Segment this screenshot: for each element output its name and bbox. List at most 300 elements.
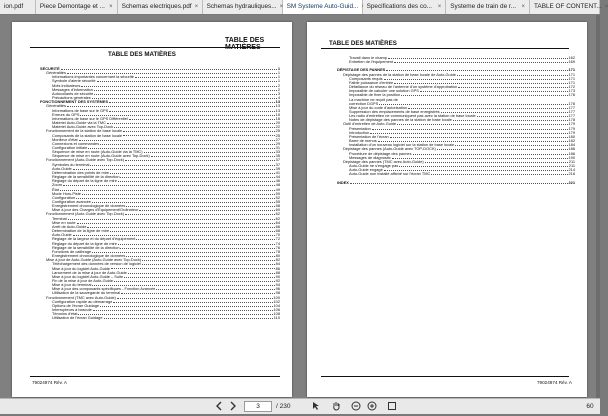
tab-0[interactable] [0,0,36,14]
toc-entry-page: 177 [568,104,575,110]
toc-entry-page: 2 [277,82,280,88]
toc-entry-page: 37 [275,157,280,163]
toc-entry-title: Détermination de la ligne de mire [52,228,110,234]
toc-entry-page: 171 [568,79,575,85]
dot-leader [67,104,275,107]
dot-leader [110,171,275,174]
toc-entry-title: Utilisation de la sauvegarde du terminal [52,290,121,296]
toc-entry-page: 35 [275,153,280,159]
toc-entry-page: 13 [275,103,280,109]
dot-leader [350,181,568,184]
toc-entry-title: Auto-Guide [52,232,72,238]
toc-entry[interactable] [337,181,575,185]
dot-leader [107,121,275,124]
dot-leader [123,129,275,132]
toc-entry-page: 33 [275,149,280,155]
zoom-in-icon[interactable] [366,401,378,413]
toc-entry-page: 66 [275,223,280,229]
dot-leader [437,147,568,150]
dot-leader [399,164,568,167]
toc-entry-page: 104 [273,302,280,308]
toc-entry-title: Travail dans le champ [349,55,387,60]
dot-leader [128,271,275,274]
toc-title: TABLE DES MATIÈRES [108,51,176,58]
close-icon[interactable]: × [521,4,525,10]
toc-entry-title: État [52,186,59,192]
toc-entry-title: Réglage de la sensibilité de la direction [52,174,120,180]
dot-leader [79,138,275,141]
toc-entry-title: Précautions générales [52,95,91,101]
bottom-toolbar [0,398,600,414]
toc-entry-page: 169 [568,59,575,65]
dot-leader [90,163,274,166]
toc-entry-title: Mise à jour des composants spécifiques - Fonction Avancée [52,286,156,292]
toc-entry-page: 29 [275,140,280,146]
dot-leader [117,296,273,299]
toc-entry-page: 44 [275,174,280,180]
toc-entry-page: 86 [275,265,280,271]
dot-leader [82,192,275,195]
dot-leader [63,183,275,186]
toc-list-right [337,56,575,185]
dot-leader [126,254,274,257]
toc-entry-title: Mise à jour de Auto-Guide (Auto-Guide avec Top-Dock) [46,257,142,263]
toc-entry-page: 64 [275,219,280,225]
tab-label: Piece Demontage et ... [39,3,105,10]
dot-leader [425,160,568,163]
dot-leader [386,68,567,71]
close-icon[interactable]: × [604,4,608,10]
toc-entry-page: 171 [568,71,575,77]
toc-entry-title: SÉCURITÉ [40,66,60,71]
toc-entry-page: 98 [275,290,280,296]
dot-leader [144,150,275,153]
toc-entry-title: Enregistrement chronologique de données [52,203,126,209]
toc-entry-title: Zoom [52,182,62,188]
toc-entry-title: Fin de la mise à jour de Auto-Guide [52,277,113,283]
arrow-right-icon[interactable] [228,401,238,413]
toc-entry-page: 62 [275,211,280,217]
toc-entry-page: 39 [275,165,280,171]
toc-entry-title: Fonctionnement (Auto-Guide avec Top-Dock) [46,157,124,163]
footer-rule [30,376,280,377]
dot-leader [384,77,568,80]
dot-leader [111,267,275,270]
tab-6[interactable] [446,0,530,14]
toc-entry-page: 31 [275,144,280,150]
dot-leader [118,179,275,182]
toc-entry-page: 106 [273,307,280,313]
toc-entry-title: Présentation de l'écran [349,133,389,139]
scrollbar[interactable] [596,15,600,398]
header-rule [321,48,569,49]
dot-leader [118,242,275,245]
tab-label: TABLE OF CONTENT... [534,3,602,10]
toc-entry-title: Généralités [46,70,66,76]
dot-leader [151,154,275,157]
pdf-page-right [307,22,587,397]
dot-leader [135,75,277,78]
toc-entry-page: 74 [275,240,280,246]
toc-entry-title: Lancement de la mise à jour de Auto-Guide [52,269,127,275]
toc-entry-title: Réglage du départ de la ligne de mire [52,240,117,246]
dot-leader [68,217,275,220]
tab-2[interactable] [118,0,203,14]
toc-entry-title: Utilisation de l'écran Guidage [52,315,103,321]
dot-leader [397,122,567,125]
toc-entry-page: 70 [275,232,280,238]
toc-entry-page: 3 [277,90,280,96]
toc-entry-page: 46 [275,178,280,184]
toc-entry-page: 162 [568,55,575,60]
toc-entry-title: Terminal [52,215,67,221]
toc-entry-page: 216 [568,171,575,177]
toc-entry-page: 25 [275,132,280,138]
toc-entry-title: Procédure de dépistage des pannes [349,150,412,156]
dot-leader [77,221,275,224]
toc-entry-page: 1 [277,66,280,71]
tab-3[interactable] [203,0,283,14]
toc-entry-page: 177 [568,109,575,115]
toc-entry-page: 27 [275,136,280,142]
toc-entry-title: La machine ne reçoit pas de [349,96,398,102]
toc-entry-title: Téléchargement des données de version de logiciel [52,261,141,267]
toc-entry-title: Matériel Auto-Guide avec Top-Dock [52,124,114,130]
toc-entry-page: 84 [275,261,280,267]
toc-entry-title: Auto-Guide non installé affiché sur l'écran TMC [349,171,431,177]
dot-leader [413,152,568,155]
toc-entry-title: Présentation [349,125,371,131]
pdf-page-left [12,22,292,397]
toc-entry-title: Informations de base sur le GPS [52,107,109,113]
dot-leader [136,237,274,240]
toc-entry-title: Détermination des points de mire [52,169,110,175]
toc-entry-title: Configuration [52,194,76,200]
toc-entry-title: Faible puissance d'entrée [349,79,394,85]
dot-leader [78,312,272,315]
toc-entry-page: 102 [273,298,280,304]
dot-leader [477,114,568,117]
toc-entry-title: Notes de dépistage des pannes de la station de base locale [349,117,452,123]
toc-entry-title: Mise à jour du code d'autorisation [349,104,408,110]
dot-leader [93,308,273,311]
toc-entry-title: Composants de la station de base locale [52,132,123,138]
toc-entry-title: Dépistage des pannes de la station de base locale de Auto-Guide [343,71,456,77]
toc-entry-page: 179 [568,125,575,131]
toc-entry[interactable] [40,316,280,320]
dot-leader [142,262,275,265]
toc-entry-title: Informations de base sur le GPS Différentiel [52,115,128,121]
tab-5[interactable] [363,0,447,14]
zoom-out-icon[interactable] [350,401,362,413]
toc-entry-title: Symbole d'alerte sécurité [52,78,96,84]
close-icon[interactable]: × [109,4,113,10]
toc-entry-title: Fonctionnement (TMC avec Auto-Guide) [46,294,116,300]
toc-title: TABLE DES MATIÈRES [329,40,397,47]
toc-entry-title: Mise à jour des Charges d'Équipement/Ordinateur [52,207,139,213]
toc-entry-page: 50 [275,190,280,196]
toc-entry-title: Symboles du terminal [52,161,90,167]
dot-leader [123,134,275,137]
toc-entry-page: 184 [568,142,575,148]
toc-entry-page: 171 [568,75,575,81]
dot-leader [156,287,274,290]
toc-entry-page: 171 [568,67,575,73]
toc-entry-page: 172 [568,84,575,90]
dot-leader [76,196,275,199]
toc-entry-page: 179 [568,129,575,135]
toc-entry-page: 186 [568,146,575,152]
toc-entry-title: Entretien de l'équipement [349,59,394,65]
toc-entry-title: Composants requis [349,75,383,81]
tab-label: ion.pdf [4,3,24,10]
toc-entry-page: 100 [273,294,280,300]
toc-entry-page: 186 [568,150,575,156]
dot-leader [104,316,273,319]
document-viewer[interactable] [0,15,600,398]
close-icon[interactable]: × [437,4,442,10]
toc-entry-title: Réglage de la largeur et du départ d'équipement [52,236,136,242]
toc-entry-title: Mise à jour du logiciel Auto-Guide – Suite [52,273,124,279]
toc-entry-title: Introduction [349,129,370,135]
toc-entry-title: Installation d'un nouveau logiciel sur la station de base locale [349,142,455,148]
toc-entry-page: 110 [273,315,280,321]
dot-leader [114,125,275,128]
toc-entry-title: Auto-Guide ne s'engage pas [349,163,399,169]
page-footer: 79024974 Rév. A [32,380,67,385]
toc-entry-page: 58 [275,203,280,209]
dot-leader [114,279,275,282]
toc-entry-title: Dépistage des pannes (Auto-Guide avec TOP-DOCK) [343,146,436,152]
dot-leader [457,73,568,76]
toc-entry-page: 25 [275,128,280,134]
page-footer: 79024974 Rév. A [537,380,572,385]
toc-entry-title: Réglage de la sensibilité de la direction [52,244,120,250]
toc-entry-title: Enregistrement chronologique de données [52,253,126,259]
dot-leader [125,212,275,215]
toc-entry-title: Messages de diagnostic [349,154,391,160]
toc-entry-page: 2 [277,86,280,92]
dot-leader [126,204,274,207]
toc-entry-title: Auto-Guide [52,165,72,171]
toc-entry-title: Autocollants de sécurité [52,90,94,96]
toc-entry-page: 96 [275,286,280,292]
toc-entry-page: 41 [275,169,280,175]
toc-entry-page: 37 [275,161,280,167]
dot-leader [109,109,274,112]
toc-entry-page: 1 [277,70,280,76]
dot-leader [431,172,567,175]
toc-entry-title: FONCTIONNEMENT DES SYSTÈMES [40,99,109,105]
toc-entry-title: INDEX [337,179,349,185]
toc-entry-title: Informations importantes concernant la sécurité [52,74,134,80]
dot-leader [453,118,568,121]
dot-leader [372,127,568,130]
toc-entry-title: Séquence de mise en route (Auto-Guide avec Top-Dock) [52,153,150,159]
toc-entry-title: Auto-Guide engagé [349,167,383,173]
dot-leader [92,96,277,99]
toc-entry-title: Barre de menus [349,138,377,144]
toc-entry-title: Configuration avancée [52,199,91,204]
zoom-level[interactable]: 60 [586,403,594,410]
page-number-input[interactable]: 3 [244,401,272,412]
toc-entry-title: Mots indicateurs [52,82,81,88]
footer-rule [321,376,569,377]
toc-entry-page: 1 [277,78,280,84]
toc-entry-page: 13 [275,107,280,113]
dot-leader [124,275,275,278]
dot-leader [94,88,277,91]
arrow-left-icon[interactable] [214,401,224,413]
toc-entry-page: 82 [275,257,280,263]
dot-leader [109,100,275,103]
dot-leader [113,300,272,303]
dot-leader [100,142,275,145]
toc-entry-title: Généralités [46,103,66,109]
toc-entry-title: Mise à jour du logiciel Auto-Guide [52,265,110,271]
tab-4[interactable] [283,0,363,14]
toc-entry-title: correction DGPS [349,100,379,106]
toc-entry-page: 22 [275,124,280,130]
dot-leader [121,291,275,294]
toc-entry-page: 15 [275,111,280,117]
toc-entry-title: Témoins d'état [52,311,78,317]
toc-entry-page: 182 [568,138,575,144]
toc-entry-title: Impossible de fixer la position [349,92,401,98]
toc-entry-title: Configuration rapide au démarrage [52,298,113,304]
toc-entry-title: Fonctions de calibrage [52,248,92,254]
toc-entry-page: 13 [275,99,280,105]
toc-entry-title: Réglage du départ de la ligne de mire [52,178,117,184]
toc-entry-page: 90 [275,273,280,279]
dot-leader [458,85,567,88]
dot-leader [97,79,277,82]
toc-entry-page: 4 [277,95,280,101]
toc-entry-page: 92 [275,277,280,283]
toc-entry-page: 177 [568,113,575,119]
toc-entry-page: 176 [568,100,575,106]
hand-tool-icon[interactable] [330,401,342,413]
toc-entry-page: 214 [568,167,575,173]
toc-entry-page: 176 [568,92,575,98]
tab-label: Systeme de train de r... [450,3,517,10]
dot-leader [390,135,568,138]
toc-entry-title: Séquence de mise en route (Auto-Guide via la TMC) [52,149,143,155]
tab-label: Specifications des co... [366,3,432,10]
tab-label: SM Systeme Auto-Guid... [286,3,359,10]
dot-leader [125,158,275,161]
toc-entry-title: Mise à jour du terminal [52,282,92,288]
toc-entry-title: Les radio d'entretien ne communiquent pas avec la station de base locale [349,113,476,119]
dot-leader [420,89,568,92]
dot-leader [110,229,275,232]
dot-leader [139,208,274,211]
toc-entry-title: Défaillance du réseau de l'antenne d'un système d'approbation [349,84,458,90]
toc-entry-title: Matériel Auto-Guide via la TMC [52,120,106,126]
toc-entry-title: Fonctionnement de la station de base locale [46,128,123,134]
toc-entry-title: Fonctionnement (Auto-Guide avec Top-Dock) [46,211,124,217]
dot-leader [120,175,274,178]
toc-entry-page: 52 [275,194,280,200]
toc-entry-title: Dépistage des pannes (TMC avec Auto-Guide) [343,158,424,164]
toc-entry-title: DÉPISTAGE DES PANNES [337,67,386,73]
dot-leader [401,93,567,96]
toc-entry-title: Impossible de calculer une solution GPS [349,88,419,94]
tab-label: Schemas electriques.pdf [121,3,192,10]
toc-entry-title: Suppression des emplacements de base enregistrés [349,109,440,115]
toc-entry-page: 55 [275,199,280,204]
dot-leader [455,143,567,146]
toc-entry-title: Connexions et commandes [52,140,100,146]
dot-leader [120,246,274,249]
close-icon[interactable]: × [279,4,284,10]
toc-list-left [40,67,280,321]
toc-entry-page: 1 [277,74,280,80]
toc-entry-page: 68 [275,228,280,234]
toc-entry-title: Mode Hors-Piste [52,190,81,196]
tab-1[interactable] [36,0,118,14]
toc-entry-page: 88 [275,269,280,275]
header-rule [30,47,280,48]
toc-entry-page: 221 [568,179,575,185]
toc-entry-page: 20 [275,120,280,126]
toc-entry-page: 49 [275,186,280,192]
toc-entry-page: 94 [275,282,280,288]
page-header-title: TABLE DES [225,37,265,44]
toc-entry-title: Arrêt de Auto-Guide [52,223,87,229]
toc-entry-page: 211 [568,163,575,169]
total-pages: / 230 [276,403,291,410]
toc-entry-page: 179 [568,121,575,127]
toc-entry-page: 180 [568,133,575,139]
toc-entry-page: 18 [275,115,280,121]
toc-entry-page: 62 [275,215,280,221]
tab-bar [0,0,608,14]
tab-label: Schemas hydrauliques... [206,3,277,10]
toc-entry-title: Moniteur d'état [52,136,78,142]
fit-page-icon[interactable] [386,401,398,413]
dot-leader [370,131,567,134]
toc-entry-page: 60 [275,207,280,213]
toc-entry-page: 190 [568,154,575,160]
select-tool-icon[interactable] [310,401,322,413]
toc-entry-page: 178 [568,117,575,123]
toc-entry-title: Outil d'entretien de Auto-Guide [343,121,397,127]
toc-entry-title: Interrupteurs à bascule [52,307,92,313]
toc-entry-title: Messages d'information [52,86,93,92]
dot-leader [129,117,275,120]
toc-entry-page: 78 [275,248,280,254]
dot-leader [94,92,277,95]
dot-leader [87,225,274,228]
tab-7[interactable] [530,0,608,14]
dot-leader [379,102,567,105]
toc-entry-page: 211 [568,158,575,164]
dot-leader [60,188,275,191]
dot-leader [100,304,272,307]
toc-entry-title: Erreurs du GPS [52,111,80,117]
close-icon[interactable]: × [194,4,199,10]
dot-leader [388,56,568,59]
toc-entry-title: Configuration initiale [52,144,88,150]
toc-entry-page: 108 [273,311,280,317]
toc-entry-page: 80 [275,253,280,259]
toc-entry-page: 173 [568,88,575,94]
dot-leader [394,60,567,63]
toc-entry-page: 48 [275,182,280,188]
dot-leader [61,67,277,70]
dot-leader [81,84,277,87]
